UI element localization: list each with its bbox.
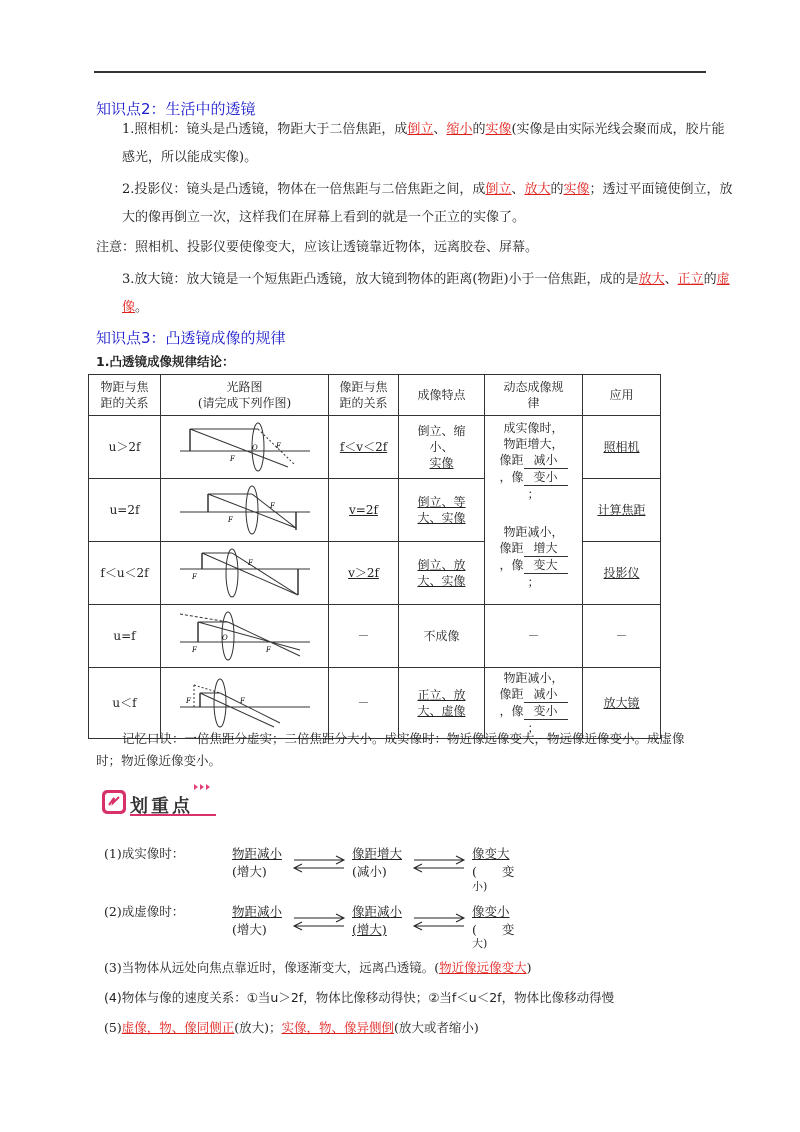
cell-application: 照相机: [583, 416, 661, 479]
magnifier-answer-1: 放大: [638, 272, 665, 287]
camera-answer-2: 缩小: [446, 122, 473, 137]
cell-v: v＞2f: [329, 542, 399, 605]
svg-text:F: F: [227, 516, 233, 524]
svg-text:F: F: [191, 646, 197, 654]
cell-u: u＞2f: [89, 416, 161, 479]
key-points-title: 划重点: [130, 796, 193, 817]
double-arrow-icon: [412, 912, 466, 932]
mnemonic-text: 记忆口诀：一倍焦距分虚实；二倍焦距分大小。成实像时：物近像远像变大，物远像近像变小。成虚像时；物近像近像变小。: [96, 731, 685, 768]
virtual-c1: 像变小: [472, 904, 510, 919]
cell-u: u＜f: [89, 668, 161, 739]
cell-diagram: [161, 542, 329, 605]
note-4: (4)物体与像的速度关系：①当u＞2f，物体比像移动得快；②当f＜u＜2f，物体比像移动得慢: [104, 990, 615, 1005]
cell-features: 倒立、等 大、实像: [399, 479, 485, 542]
header-image-features: 成像特点: [399, 375, 485, 416]
svg-text:F: F: [265, 646, 271, 654]
real-c3: 小): [472, 880, 488, 893]
cell-dynamic-real: [485, 416, 583, 605]
cell-application: －: [583, 605, 661, 668]
real-c1: 像变大: [472, 846, 510, 861]
camera-text-a: 1.照相机：镜头是凸透镜，物距大于二倍焦距，成: [122, 122, 408, 137]
cell-diagram: [161, 416, 329, 479]
camera-answer-1: 倒立: [407, 122, 434, 137]
header-application: 应用: [583, 375, 661, 416]
svg-text:F: F: [185, 697, 191, 705]
real-b2: (减小): [352, 864, 387, 879]
virtual-b1: 像距减小: [352, 904, 403, 919]
cell-u: u=f: [89, 605, 161, 668]
projector-sep: 、: [511, 182, 525, 197]
projector-answer-2: 放大: [524, 182, 551, 197]
magnifier-text-a: 3.放大镜：放大镜是一个短焦距凸透镜，放大镜到物体的距离(物距)小于一倍焦距，成的是: [122, 272, 639, 287]
cell-features: 倒立、缩 小、 实像: [399, 416, 485, 479]
top-rule: [94, 71, 706, 73]
cell-application: 投影仪: [583, 542, 661, 605]
header-object-distance: 物距与焦 距的关系: [89, 375, 161, 416]
camera-paragraph: [96, 116, 734, 172]
camera-answer-3: 实像: [485, 122, 512, 137]
key-points-badge: [100, 778, 220, 822]
ray-diagram-5: [170, 677, 320, 729]
projector-paragraph: [96, 176, 734, 232]
header-dynamic-rule: 动态成像规 律: [485, 375, 583, 416]
svg-text:O: O: [221, 634, 228, 642]
virtual-b2: (增大): [352, 922, 387, 937]
svg-text:F: F: [275, 442, 281, 450]
dyn-top: 成实像时， 物距增大， 像距 减小 ，像 变小 ；: [488, 420, 579, 504]
double-arrow-icon: [292, 912, 346, 932]
double-arrow-icon: [412, 854, 466, 874]
cell-u: f＜u＜2f: [89, 542, 161, 605]
table-row: [89, 605, 661, 668]
note-3: (3)当物体从远处向焦点靠近时，像逐渐变大，远离凸透镜。(物近像远像变大): [104, 960, 532, 975]
kp3-subheading: 1.凸透镜成像规律结论：: [96, 354, 235, 369]
table-header-row: [89, 375, 661, 416]
camera-mid: 的: [472, 122, 486, 137]
double-arrow-icon: [292, 854, 346, 874]
magnifier-answer-3: 虚像: [122, 272, 730, 315]
cell-application: 放大镜: [583, 668, 661, 739]
svg-text:F: F: [239, 697, 245, 705]
svg-text:F: F: [191, 573, 197, 581]
camera-text-b: (实像是由实际光线会聚而成，胶片能感光，所以能成实像)。: [122, 122, 725, 165]
virtual-image-label: (2)成虚像时：: [104, 904, 185, 919]
svg-text:O: O: [251, 444, 258, 452]
cell-features: 正立、放 大、虚像: [399, 668, 485, 739]
magnifier-end: 。: [135, 300, 149, 315]
cell-u: u=2f: [89, 479, 161, 542]
magnifier-sep: 、: [664, 272, 678, 287]
note-paragraph: 注意：照相机、投影仪要使像变大，应该让透镜靠近物体，远离胶卷、屏幕。: [96, 240, 539, 255]
cell-diagram: [161, 605, 329, 668]
projector-text-b: ；透过平面镜使倒立，放大的像再倒立一次，这样我们在屏幕上看到的就是一个正立的实像了。: [122, 182, 733, 225]
cell-dynamic: －: [485, 605, 583, 668]
real-image-label: (1)成实像时：: [104, 846, 185, 861]
svg-text:F: F: [229, 455, 235, 463]
virtual-c3: 大): [472, 937, 488, 950]
magnifier-answer-2: 正立: [677, 272, 704, 287]
header-image-distance: 像距与焦 距的关系: [329, 375, 399, 416]
real-b1: 像距增大: [352, 846, 403, 861]
lens-law-table: [88, 374, 661, 739]
real-c2: ( 变: [472, 864, 515, 879]
ray-diagram-4: [170, 610, 320, 662]
svg-text:F: F: [247, 559, 253, 567]
kp3-heading: 知识点3：凸透镜成像的规律: [96, 329, 286, 347]
svg-text:F: F: [269, 502, 275, 510]
header-ray-diagram: 光路图 (请完成下列作图): [161, 375, 329, 416]
magnifier-paragraph: [96, 266, 734, 322]
projector-answer-1: 倒立: [485, 182, 512, 197]
virtual-a2: (增大): [232, 922, 267, 937]
kp2-heading: 知识点2：生活中的透镜: [96, 100, 256, 118]
virtual-a1: 物距减小: [232, 904, 283, 919]
cell-dynamic-virtual: 物距减小， 像距 减小 ，像 变小 ；: [485, 668, 583, 739]
cell-v: －: [329, 668, 399, 739]
magnifier-mid: 的: [703, 272, 717, 287]
cell-v: f＜v＜2f: [329, 416, 399, 479]
ray-diagram-2: [170, 484, 320, 536]
ray-diagram-3: [170, 547, 320, 599]
cell-features: 倒立、放 大、实像: [399, 542, 485, 605]
projector-answer-3: 实像: [563, 182, 590, 197]
camera-sep: 、: [433, 122, 447, 137]
table-row: [89, 416, 661, 479]
ray-diagram-1: [170, 421, 320, 473]
cell-features: 不成像: [399, 605, 485, 668]
projector-mid: 的: [550, 182, 564, 197]
cell-application: 计算焦距: [583, 479, 661, 542]
cell-diagram: [161, 479, 329, 542]
cell-v: －: [329, 605, 399, 668]
real-a2: (增大): [232, 864, 267, 879]
dyn-mid: 物距减小， 像距 增大 ，像 变大 ；: [488, 524, 579, 590]
cell-v: v=2f: [329, 479, 399, 542]
real-a1: 物距减小: [232, 846, 283, 861]
note-5: (5)虚像，物、像同侧正(放大)；实像，物、像异侧倒(放大或者缩小): [104, 1020, 479, 1035]
projector-text-a: 2.投影仪：镜头是凸透镜，物体在一倍焦距与二倍焦距之间，成: [122, 182, 486, 197]
virtual-c2: ( 变: [472, 922, 515, 937]
